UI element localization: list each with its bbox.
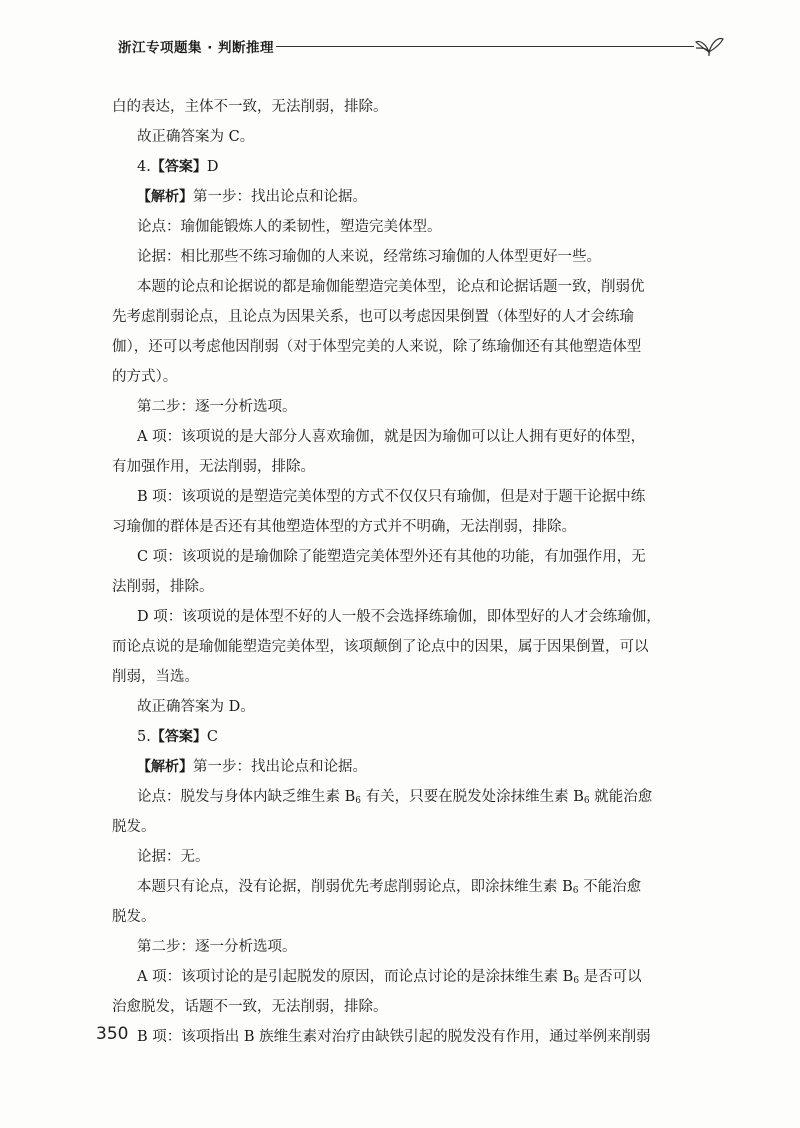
line-text: 有关，只要在脱发处涂抹维生素 B	[361, 789, 584, 805]
line-text: A 项：该项讨论的是引起脱发的原因，而论点讨论的是涂抹维生素 B	[137, 969, 574, 985]
line-text: 故正确答案为 D。	[137, 699, 255, 715]
page-number: 350	[96, 1024, 129, 1044]
text-line	[112, 392, 710, 422]
line-text: 本题的论点和论据说的都是瑜伽能塑造完美体型，论点和论据话题一致，削弱优	[137, 279, 645, 295]
text-line	[112, 782, 710, 812]
text-line	[112, 812, 710, 842]
line-text: 习瑜伽的群体是否还有其他塑造体型的方式并不明确，无法削弱，排除。	[112, 519, 576, 535]
text-line	[112, 452, 710, 482]
text-line	[112, 272, 710, 302]
line-text: B 项：该项指出 B 族维生素对治疗由缺铁引起的脱发没有作用，通过举例来削弱	[137, 1029, 651, 1045]
text-line	[112, 542, 710, 572]
text-line	[112, 512, 710, 542]
line-text: A 项：该项说的是大部分人喜欢瑜伽，就是因为瑜伽可以让人拥有更好的体型，	[137, 429, 646, 445]
line-text: 论点：瑜伽能锻炼人的柔韧性，塑造完美体型。	[137, 219, 442, 235]
text-line	[112, 422, 710, 452]
line-text: 第二步：逐一分析选项。	[137, 399, 297, 415]
line-text: 而论点说的是瑜伽能塑造完美体型，该项颠倒了论点中的因果，属于因果倒置，可以	[112, 639, 649, 655]
text-line	[112, 932, 710, 962]
running-header	[118, 32, 730, 62]
line-text: 论据：相比那些不练习瑜伽的人来说，经常练习瑜伽的人体型更好一些。	[137, 249, 601, 265]
line-text: D	[206, 159, 219, 175]
text-line	[112, 152, 710, 182]
line-text: 就能治愈	[589, 789, 653, 805]
sprout-icon	[692, 32, 726, 62]
line-text: 第二步：逐一分析选项。	[137, 939, 297, 955]
text-line	[112, 722, 710, 752]
text-line	[112, 842, 710, 872]
text-line	[112, 332, 710, 362]
question-number: 4.	[137, 159, 151, 175]
text-line	[112, 872, 710, 902]
text-line	[112, 692, 710, 722]
line-text: 法削弱，排除。	[112, 579, 214, 595]
answer-keyword: 【解析】	[137, 189, 193, 205]
line-text: 本题只有论点，没有论据，削弱优先考虑削弱论点，即涂抹维生素 B	[137, 879, 573, 895]
text-line	[112, 752, 710, 782]
text-line	[112, 992, 710, 1022]
line-text: 削弱，当选。	[112, 669, 199, 685]
line-text: 脱发。	[112, 909, 156, 925]
line-text: 故正确答案为 C。	[137, 129, 255, 145]
text-line	[112, 572, 710, 602]
subscript: 6	[355, 796, 361, 806]
text-line	[112, 1022, 710, 1052]
text-line	[112, 632, 710, 662]
line-text: 第一步：找出论点和论据。	[193, 189, 367, 205]
header-rule	[276, 46, 694, 47]
text-line	[112, 182, 710, 212]
line-text: B 项：该项说的是塑造完美体型的方式不仅仅只有瑜伽，但是对于题干论据中练	[137, 489, 646, 505]
text-line	[112, 902, 710, 932]
line-text: D 项：该项说的是体型不好的人一般不会选择练瑜伽，即体型好的人才会练瑜伽，	[137, 609, 661, 625]
subscript: 6	[573, 976, 580, 986]
line-text: C 项：该项说的是瑜伽除了能塑造完美体型外还有其他的功能，有加强作用，无	[137, 549, 646, 565]
line-text: 是否可以	[579, 969, 642, 985]
line-text: C	[206, 729, 218, 745]
line-text: 脱发。	[112, 819, 156, 835]
text-line	[112, 122, 710, 152]
text-line	[112, 602, 710, 632]
line-text: 治愈脱发，话题不一致，无法削弱，排除。	[112, 999, 388, 1015]
question-number: 5.	[137, 729, 151, 745]
text-line	[112, 662, 710, 692]
answer-keyword: 【答案】	[150, 159, 207, 175]
answer-keyword: 【答案】	[150, 729, 207, 745]
text-line	[112, 962, 710, 992]
line-text: 论据：无。	[137, 849, 210, 865]
subscript: 6	[583, 796, 590, 806]
line-text: 白的表达，主体不一致，无法削弱，排除。	[112, 99, 388, 115]
text-line	[112, 482, 710, 512]
line-text: 有加强作用，无法削弱，排除。	[112, 459, 315, 475]
text-line	[112, 302, 710, 332]
line-text: 先考虑削弱论点，且论点为因果关系，也可以考虑因果倒置（体型好的人才会练瑜	[112, 309, 634, 325]
line-text: 的方式）。	[112, 369, 178, 385]
text-line	[112, 92, 710, 122]
running-header-title: 浙江专项题集 · 判断推理	[118, 40, 275, 56]
line-text: 第一步：找出论点和论据。	[193, 759, 367, 775]
text-line	[112, 212, 710, 242]
text-line	[112, 242, 710, 272]
page-body	[112, 92, 710, 1052]
line-text: 伽），还可以考虑他因削弱（对于体型完美的人来说，除了练瑜伽还有其他塑造体型	[112, 339, 642, 355]
text-line	[112, 362, 710, 392]
subscript: 6	[572, 886, 579, 896]
answer-keyword: 【解析】	[137, 759, 193, 775]
line-text: 论点：脱发与身体内缺乏维生素 B	[137, 789, 356, 805]
line-text: 不能治愈	[578, 879, 642, 895]
